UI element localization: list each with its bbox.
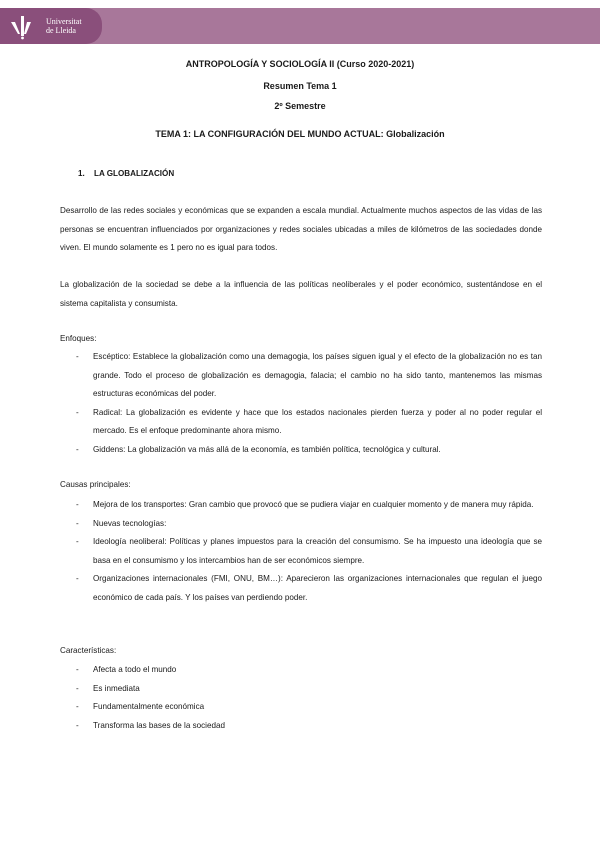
list-item: - Giddens: La globalización va más allá de la economía, es también política, tecnológica y cultural.: [60, 441, 542, 460]
enfoques-label: Enfoques:: [60, 334, 97, 343]
university-logo: [0, 8, 102, 44]
caracteristicas-label: Características:: [60, 646, 117, 655]
logo-line1: Universitat: [46, 17, 82, 26]
causas-label: Causas principales:: [60, 480, 131, 489]
logo-line2: de Lleida: [46, 26, 76, 35]
list-item: - Ideología neoliberal: Políticas y planes impuestos para la creación del consumismo. Se ha impuesto una ideología que se basa en el consumismo y los intercambios han de ser económicos siempre.: [60, 533, 542, 570]
list-item: - Es inmediata: [60, 680, 542, 699]
section-title: LA GLOBALIZACIÓN: [94, 169, 175, 178]
document-subtitle: Resumen Tema 1: [263, 81, 337, 91]
semester-label: 2º Semestre: [274, 101, 326, 111]
causas-list: [60, 496, 542, 607]
list-item: - Organizaciones internacionales (FMI, ONU, BM…): Aparecieron las organizaciones internacionales que regulan el juego económico de cada país. Y los países van perdiendo poder.: [60, 570, 542, 607]
list-item: - Afecta a todo el mundo: [60, 661, 542, 680]
list-item: - Nuevas tecnologías:: [60, 515, 542, 534]
paragraph-2: La globalización de la sociedad se debe a la influencia de las políticas neoliberales y el poder económico, sustentándose en el sistema capitalista y consumista.: [60, 280, 542, 308]
list-item: - Radical: La globalización es evidente y hace que los estados nacionales pierden fuerza y poder al no poder regular el mercado. Es el enfoque predominante ahora mismo.: [60, 404, 542, 441]
topic-heading: TEMA 1: LA CONFIGURACIÓN DEL MUNDO ACTUAL: Globalización: [155, 129, 445, 139]
enfoques-list: [60, 348, 542, 459]
header-bar: [0, 8, 600, 44]
document-title: ANTROPOLOGÍA Y SOCIOLOGÍA II (Curso 2020-2021): [185, 59, 415, 69]
list-item: - Transforma las bases de la sociedad: [60, 717, 542, 736]
list-item: - Escéptico: Establece la globalización como una demagogia, los países siguen igual y el efecto de la globalización no es tan grande. Todo el proceso de globalización es demagogia, falacia; el cambio no ha sido tanto, mantenemos las mismas estructuras económicas del poder.: [60, 348, 542, 404]
list-item: - Fundamentalmente económica: [60, 698, 542, 717]
paragraph-1: Desarrollo de las redes sociales y económicas que se expanden a escala mundial. Actualmente muchos aspectos de las vidas de las personas se encuentran influenciados por organizaciones y redes sociales ubicadas a miles de kilómetros de las sociedades donde viven. El mundo solamente es 1 pero no es igual para todos.: [60, 206, 542, 252]
university-emblem-icon: [8, 14, 38, 40]
caracteristicas-list: [60, 661, 542, 735]
section-number: 1.: [78, 169, 85, 178]
list-item: - Mejora de los transportes: Gran cambio que provocó que se pudiera viajar en cualquier momento y de manera muy rápida.: [60, 496, 542, 515]
